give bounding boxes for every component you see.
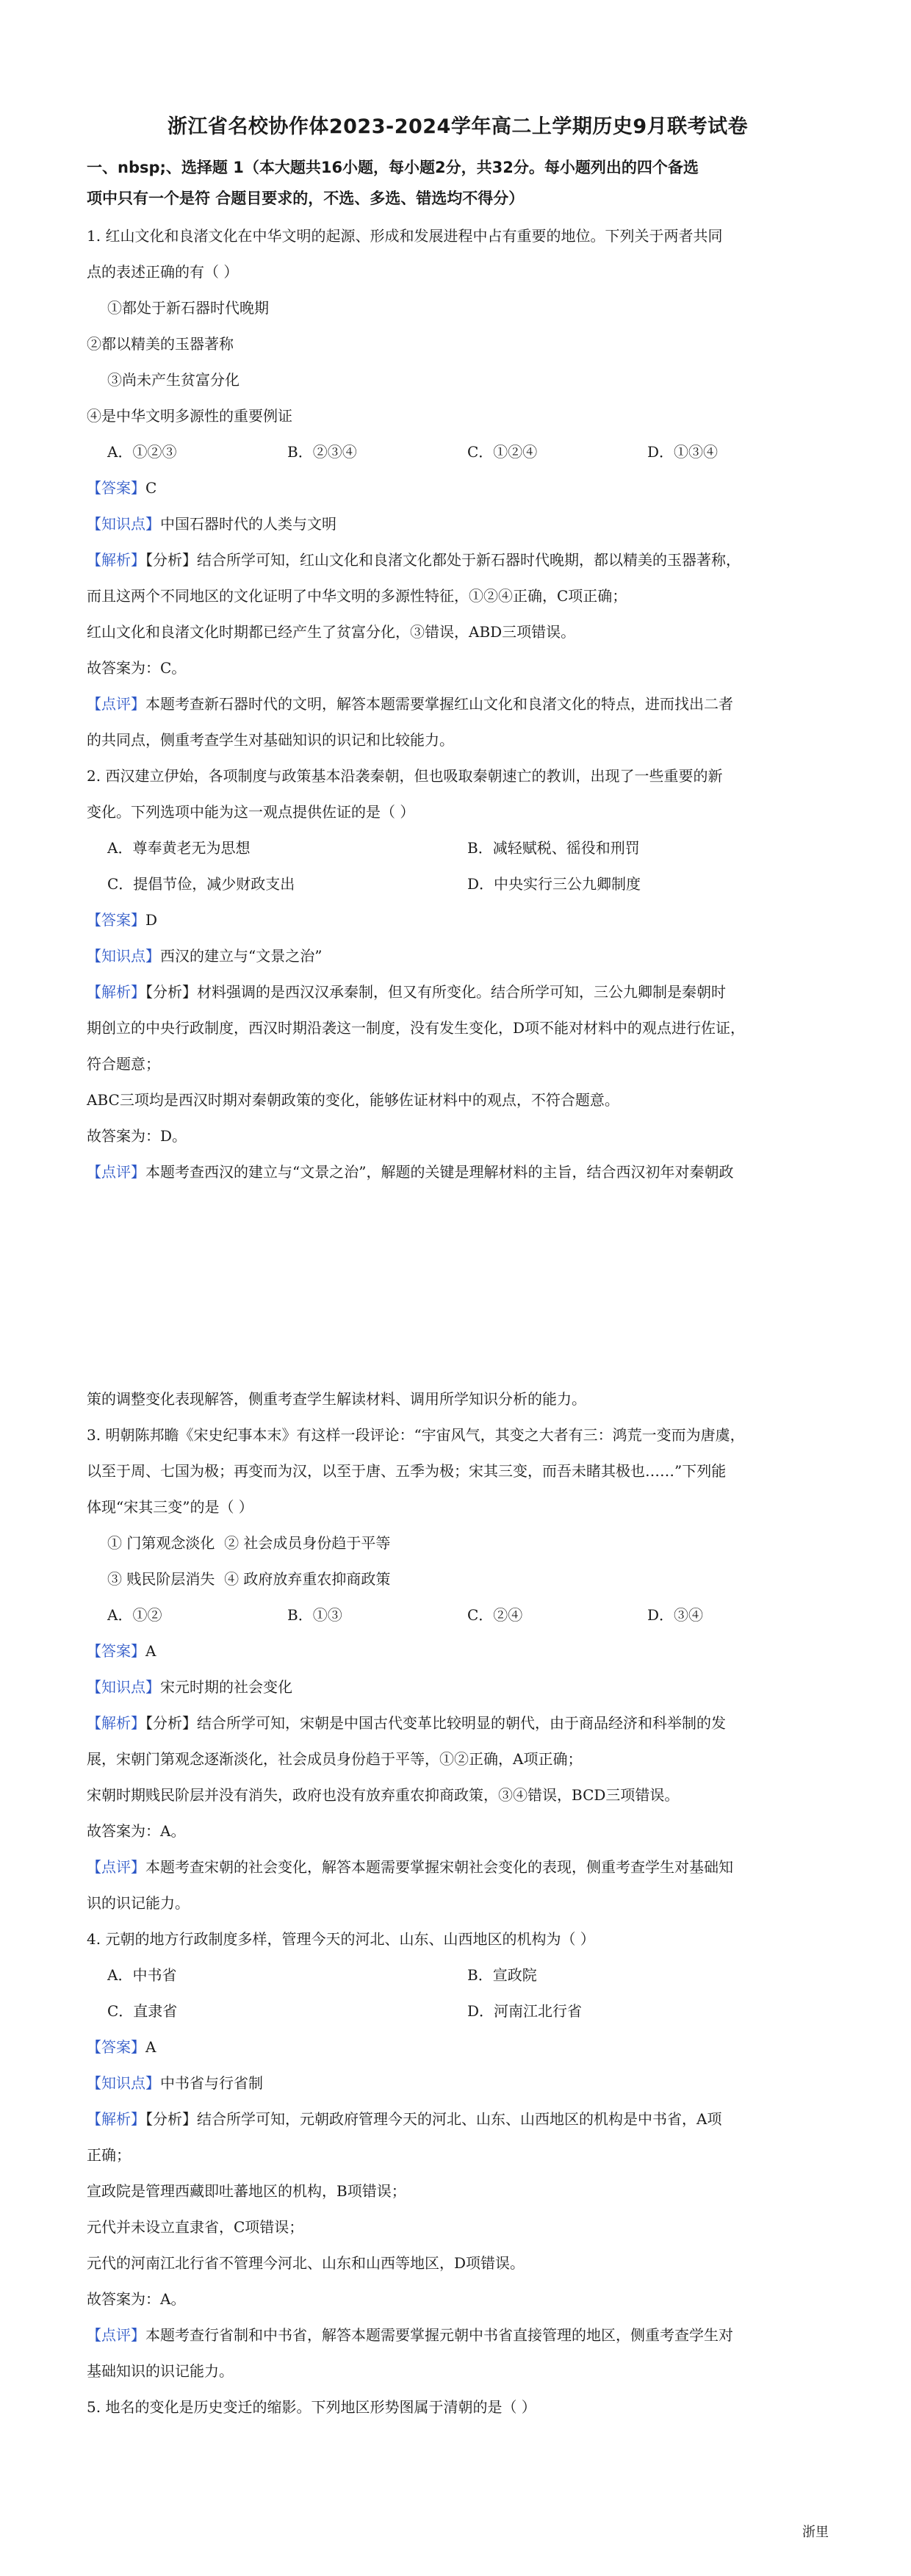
section-heading xyxy=(87,152,829,214)
comment-text: 本题考查宋朝的社会变化，解答本题需要掌握宋朝社会变化的表现，侧重考查学生对基础知 xyxy=(145,1858,733,1876)
comment-text: 本题考查新石器时代的文明，解答本题需要掌握红山文化和良渚文化的特点，进而找出二者 xyxy=(145,695,733,713)
statement-item: ④ 政府放弃重农抑商政策 xyxy=(224,1570,391,1588)
answer-tag: 【答案】 xyxy=(87,911,145,929)
analysis-line xyxy=(87,1705,829,1741)
option-d: D．河南江北行省 xyxy=(467,2002,583,2020)
question-stem: 以至于周、七国为极；再变而为汉，以至于唐、五季为极；宋其三变，而吾未睹其极也……”下列能 xyxy=(87,1462,727,1480)
comment-text: 策的调整变化表现解答，侧重考查学生解读材料、调用所学知识分析的能力。 xyxy=(87,1390,586,1408)
page-footer: 浙里 xyxy=(802,2525,829,2540)
option-d: D．①③④ xyxy=(647,443,719,461)
question-stem: 1. 红山文化和良渚文化在中华文明的起源、形成和发展进程中占有重要的地位。下列关于两者共同 xyxy=(87,227,723,245)
analysis-tag: 【解析】 xyxy=(87,2110,145,2128)
comment-text: 的共同点，侧重考查学生对基础知识的识记和比较能力。 xyxy=(87,731,454,749)
option-a: A．尊奉黄老无为思想 xyxy=(107,839,251,857)
statement-item: ② 社会成员身份趋于平等 xyxy=(224,1534,391,1552)
statement-items xyxy=(87,1525,829,1561)
option-d: D．③④ xyxy=(647,1606,704,1624)
option-b: B．②③④ xyxy=(287,443,357,461)
option-b: B．宣政院 xyxy=(467,1966,537,1984)
answer-line xyxy=(87,902,829,938)
comment-tag: 【点评】 xyxy=(87,2326,145,2344)
answer-value: D xyxy=(145,911,158,929)
statement-item: ①都处于新石器时代晚期 xyxy=(107,299,269,317)
knowledge-line xyxy=(87,938,829,974)
knowledge-value: 宋元时期的社会变化 xyxy=(160,1678,292,1696)
conclusion: 故答案为：C。 xyxy=(87,659,187,677)
option-b: B．①③ xyxy=(287,1606,342,1624)
comment-line xyxy=(87,686,829,722)
analysis-tag: 【解析】 xyxy=(87,1714,145,1732)
knowledge-value: 中国石器时代的人类与文明 xyxy=(160,515,336,533)
comment-text: 基础知识的识记能力。 xyxy=(87,2362,234,2380)
analysis-text: 展，宋朝门第观念逐渐淡化，社会成员身份趋于平等，①②正确，A项正确； xyxy=(87,1750,583,1768)
answer-options xyxy=(87,1993,829,2029)
answer-options xyxy=(87,1597,829,1633)
analysis-text: 符合题意； xyxy=(87,1055,160,1073)
analysis-text: 期创立的中央行政制度，西汉时期沿袭这一制度，没有发生变化，D项不能对材料中的观点进行佐证， xyxy=(87,1019,746,1037)
answer-line xyxy=(87,1633,829,1669)
question-1 xyxy=(87,218,829,758)
comment-line xyxy=(87,1154,829,1190)
option-a: A．①②③ xyxy=(107,443,177,461)
analysis-line xyxy=(87,542,829,578)
answer-options xyxy=(87,434,829,470)
analysis-text: 宣政院是管理西藏即吐蕃地区的机构，B项错误； xyxy=(87,2182,406,2200)
option-d: D．中央实行三公九卿制度 xyxy=(467,875,641,893)
statement-item: ③尚未产生贫富分化 xyxy=(107,371,240,389)
knowledge-value: 中书省与行省制 xyxy=(160,2074,263,2092)
answer-tag: 【答案】 xyxy=(87,2038,145,2056)
option-b: B．减轻赋税、徭役和刑罚 xyxy=(467,839,640,857)
analysis-text: 红山文化和良渚文化时期都已经产生了贫富分化，③错误，ABD三项错误。 xyxy=(87,623,576,641)
knowledge-line xyxy=(87,2065,829,2101)
comment-text: 本题考查行省制和中书省，解答本题需要掌握元朝中书省直接管理的地区，侧重考查学生对 xyxy=(145,2326,733,2344)
option-c: C．直隶省 xyxy=(107,2002,178,2020)
option-c: C．提倡节俭，减少财政支出 xyxy=(107,875,295,893)
statement-item: ②都以精美的玉器著称 xyxy=(87,335,234,353)
question-4 xyxy=(87,1921,829,2389)
analysis-text: ABC三项均是西汉时期对秦朝政策的变化，能够佐证材料中的观点，不符合题意。 xyxy=(87,1091,619,1109)
comment-line xyxy=(87,2317,829,2353)
answer-options xyxy=(87,830,829,866)
statement-item: ③ 贱民阶层消失 xyxy=(107,1570,215,1588)
analysis-text: 宋朝时期贱民阶层并没有消失，政府也没有放弃重农抑商政策，③④错误，BCD三项错误。 xyxy=(87,1786,680,1804)
section-heading-line: 项中只有一个是符 合题目要求的，不选、多选、错选均不得分） xyxy=(87,190,525,207)
answer-line xyxy=(87,2029,829,2065)
knowledge-tag: 【知识点】 xyxy=(87,1678,160,1696)
analysis-text: 【分析】结合所学可知，红山文化和良渚文化都处于新石器时代晚期，都以精美的玉器著称， xyxy=(145,551,741,569)
answer-value: A xyxy=(145,2038,156,2056)
comment-text: 本题考查西汉的建立与“文景之治”，解题的关键是理解材料的主旨，结合西汉初年对秦朝政 xyxy=(145,1163,734,1181)
section-heading-line: 一、nbsp;、选择题 1（本大题共16小题，每小题2分，共32分。每小题列出的四个备选 xyxy=(87,159,699,176)
comment-tag: 【点评】 xyxy=(87,695,145,713)
analysis-text: 元代并未设立直隶省，C项错误； xyxy=(87,2218,304,2236)
question-stem: 点的表述正确的有（ ） xyxy=(87,263,239,281)
conclusion: 故答案为：A。 xyxy=(87,1822,186,1840)
answer-line xyxy=(87,470,829,506)
analysis-text: 正确； xyxy=(87,2146,131,2164)
analysis-text: 而且这两个不同地区的文化证明了中华文明的多源性特征，①②④正确，C项正确； xyxy=(87,587,627,605)
page-title: 浙江省名校协作体2023-2024学年高二上学期历史9月联考试卷 xyxy=(167,115,749,138)
comment-line xyxy=(87,1849,829,1885)
knowledge-tag: 【知识点】 xyxy=(87,515,160,533)
option-a: A．中书省 xyxy=(107,1966,177,1984)
statement-item: ① 门第观念淡化 xyxy=(107,1534,215,1552)
analysis-text: 【分析】结合所学可知，宋朝是中国古代变革比较明显的朝代，由于商品经济和科举制的发 xyxy=(145,1714,726,1732)
knowledge-line xyxy=(87,1669,829,1705)
question-stem: 2. 西汉建立伊始，各项制度与政策基本沿袭秦朝，但也吸取秦朝速亡的教训，出现了一些重要的新 xyxy=(87,767,723,785)
knowledge-value: 西汉的建立与“文景之治” xyxy=(160,947,323,965)
analysis-tag: 【解析】 xyxy=(87,983,145,1001)
knowledge-line xyxy=(87,506,829,542)
question-stem: 3. 明朝陈邦瞻《宋史纪事本末》有这样一段评论：“宇宙风气，其变之大者有三：鸿荒一变而为唐虞， xyxy=(87,1426,745,1444)
knowledge-tag: 【知识点】 xyxy=(87,2074,160,2092)
conclusion: 故答案为：A。 xyxy=(87,2290,186,2308)
statement-items xyxy=(87,1561,829,1597)
comment-tag: 【点评】 xyxy=(87,1163,145,1181)
answer-value: C xyxy=(145,479,157,497)
question-stem: 变化。下列选项中能为这一观点提供佐证的是（ ） xyxy=(87,803,415,821)
document-page xyxy=(87,110,829,2425)
question-3 xyxy=(87,1417,829,1921)
analysis-text: 元代的河南江北行省不管理今河北、山东和山西等地区，D项错误。 xyxy=(87,2254,525,2272)
analysis-line xyxy=(87,974,829,1010)
analysis-text: 【分析】结合所学可知，元朝政府管理今天的河北、山东、山西地区的机构是中书省，A项 xyxy=(145,2110,722,2128)
question-2 xyxy=(87,758,829,1417)
question-stem: 体现“宋其三变”的是（ ） xyxy=(87,1498,253,1516)
question-stem: 4. 元朝的地方行政制度多样，管理今天的河北、山东、山西地区的机构为（ ） xyxy=(87,1930,595,1948)
answer-tag: 【答案】 xyxy=(87,479,145,497)
option-c: C．②④ xyxy=(467,1606,523,1624)
comment-tag: 【点评】 xyxy=(87,1858,145,1876)
statement-item: ④是中华文明多源性的重要例证 xyxy=(87,407,292,425)
knowledge-tag: 【知识点】 xyxy=(87,947,160,965)
question-stem: 5. 地名的变化是历史变迁的缩影。下列地区形势图属于清朝的是（ ） xyxy=(87,2398,536,2416)
answer-tag: 【答案】 xyxy=(87,1642,145,1660)
conclusion: 故答案为：D。 xyxy=(87,1127,187,1145)
answer-value: A xyxy=(145,1642,156,1660)
analysis-text: 【分析】材料强调的是西汉汉承秦制，但又有所变化。结合所学可知，三公九卿制是秦朝时 xyxy=(145,983,726,1001)
question-5 xyxy=(87,2389,829,2425)
analysis-tag: 【解析】 xyxy=(87,551,145,569)
option-c: C．①②④ xyxy=(467,443,538,461)
analysis-line xyxy=(87,2101,829,2137)
blank-space xyxy=(87,1190,829,1381)
option-a: A．①② xyxy=(107,1606,162,1624)
answer-options xyxy=(87,1957,829,1993)
comment-text: 识的识记能力。 xyxy=(87,1894,190,1912)
answer-options xyxy=(87,866,829,902)
